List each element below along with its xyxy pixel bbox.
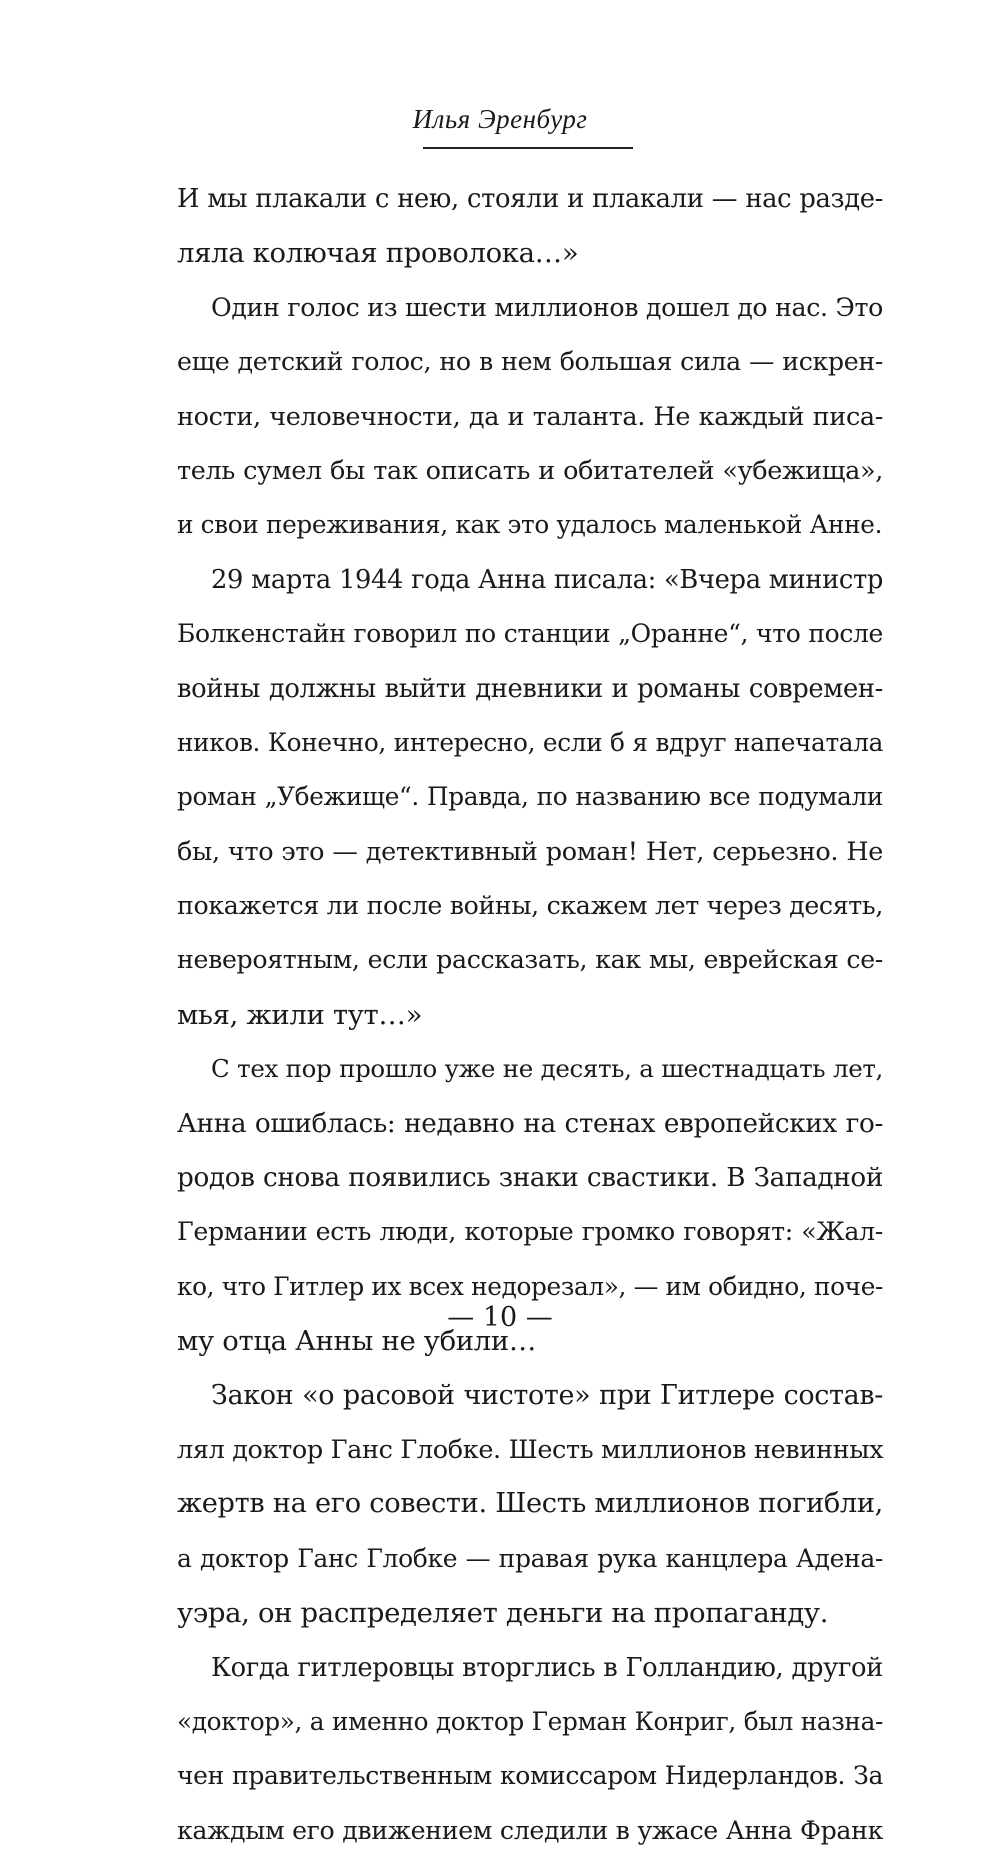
text-line: и свои переживания, как это удалось маленькой Анне. <box>177 510 883 540</box>
text-line: мья, жили тут…» <box>177 998 423 1031</box>
text-line: «доктор», а именно доктор Герман Конриг, был назна- <box>177 1706 883 1736</box>
text-line: Болкенстайн говорил по станции „Оранне“, что после <box>177 619 883 649</box>
text-line: 29 марта 1944 года Анна писала: «Вчера министр <box>211 564 883 595</box>
header-rule <box>423 147 633 149</box>
running-head-author: Илья Эренбург <box>412 104 588 134</box>
text-line: чен правительственным комиссаром Нидерландов. За <box>177 1761 883 1791</box>
text-line: жертв на его совести. Шесть миллионов погибли, <box>177 1488 883 1520</box>
text-line: покажется ли после войны, скажем лет через десять, <box>177 891 883 921</box>
text-line: ников. Конечно, интересно, если б я вдруг напечатала <box>177 727 883 757</box>
page-number: — 10 — <box>447 1302 553 1333</box>
text-line: роман „Убежище“. Правда, по названию все подумали <box>177 782 883 812</box>
text-line: Закон «о расовой чистоте» при Гитлере состав- <box>211 1379 883 1411</box>
text-line: уэра, он распределяет деньги на пропаганду. <box>177 1597 829 1630</box>
text-line: Германии есть люди, которые громко говорят: «Жал- <box>177 1217 883 1247</box>
text-line: родов снова появились знаки свастики. В Западной <box>177 1163 883 1194</box>
text-line: каждым его движением следили в ужасе Анна Франк <box>177 1815 883 1845</box>
text-line: И мы плакали с нею, стояли и плакали — нас разде- <box>177 184 883 214</box>
body-text <box>177 172 883 1858</box>
text-line: му отца Анны не убили… <box>177 1325 537 1358</box>
text-line: Анна ошиблась: недавно на стенах европейских го- <box>177 1108 883 1139</box>
text-line: а доктор Ганс Глобке — правая рука канцлера Адена- <box>177 1543 883 1573</box>
text-line: Когда гитлеровцы вторглись в Голландию, другой <box>211 1652 883 1683</box>
text-line: тель сумел бы так описать и обитателей «убежища», <box>177 455 883 486</box>
text-line: невероятным, если рассказать, как мы, еврейская се- <box>177 945 883 975</box>
text-line: Один голос из шести миллионов дошел до нас. Это <box>211 292 883 322</box>
text-line: С тех пор прошло уже не десять, а шестнадцать лет, <box>211 1054 883 1084</box>
text-line: ко, что Гитлер их всех недорезал», — им обидно, поче- <box>177 1271 883 1301</box>
text-line: еще детский голос, но в нем большая сила — искрен- <box>177 347 883 377</box>
text-line: ляла колючая проволока…» <box>177 237 579 270</box>
text-line: бы, что это — детективный роман! Нет, серьезно. Не <box>177 836 883 867</box>
text-line: войны должны выйти дневники и романы современ- <box>177 673 883 704</box>
text-line: лял доктор Ганс Глобке. Шесть миллионов невинных <box>177 1434 884 1465</box>
text-line: ности, человечности, да и таланта. Не каждый писа- <box>177 401 883 432</box>
